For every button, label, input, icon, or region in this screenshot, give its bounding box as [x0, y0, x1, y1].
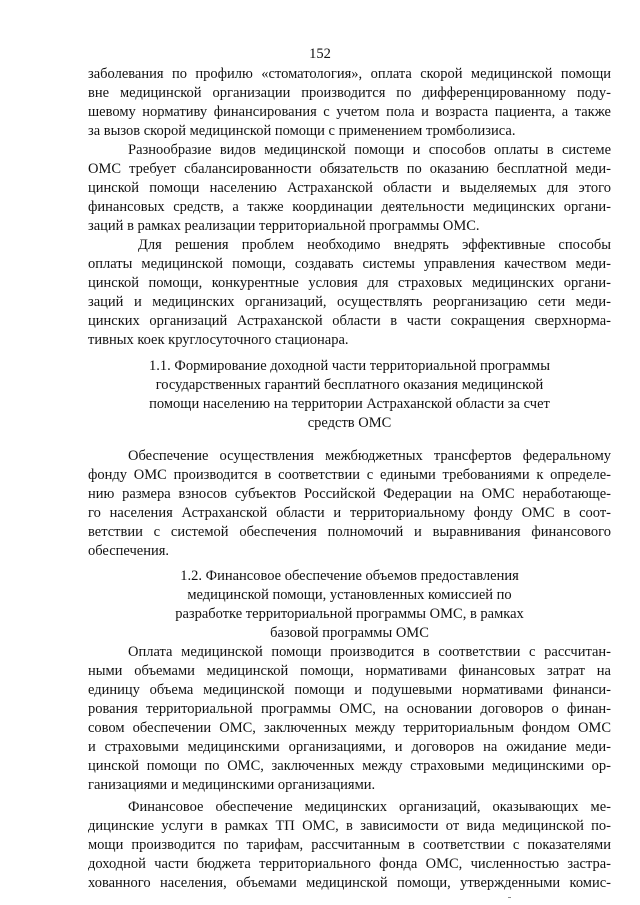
paragraph-line: ветствии с системой обеспечения полномочий и выравнивания финансового [88, 524, 611, 540]
paragraph-line: цинской помощи, конкурентные условия для страховых медицинских органи- [88, 275, 611, 291]
paragraph-line: Для решения проблем необходимо внедрять эффективные способы [138, 237, 611, 253]
paragraph-line: совом обеспечении ОМС, заключенных между территориальным фондом ОМС [88, 720, 611, 736]
paragraph-line: го населения Астраханской области и территориальному фонду ОМС в соот- [88, 505, 611, 521]
scan-speck [508, 897, 511, 898]
heading-line: 1.1. Формирование доходной части территориальной программы [149, 358, 550, 374]
paragraph-line: цинской помощи по ОМС, заключенных между страховыми медицинскими ор- [88, 758, 611, 774]
heading-line: государственных гарантий бесплатного оказания медицинской [155, 377, 544, 393]
paragraph-line: доходной части бюджета территориального фонда ОМС, численностью застра- [88, 856, 611, 872]
paragraph-line: ными объемами медицинской помощи, нормативами финансовых затрат на [88, 663, 611, 679]
paragraph-line: тивных коек круглосуточного стационара. [88, 332, 349, 348]
paragraph-line: дицинские услуги в рамках ТП ОМС, в зависимости от вида медицинской по- [88, 818, 611, 834]
paragraph-line: шевому нормативу финансирования с учетом пола и возраста пациента, а также [88, 104, 611, 120]
paragraph-line: финансовых средств, а также координации деятельности медицинских органи- [88, 199, 611, 215]
paragraph-line: мощи производится по тарифам, рассчитанным в соответствии с показателями [88, 837, 611, 853]
paragraph-line: Обеспечение осуществления межбюджетных трансфертов федеральному [128, 448, 611, 464]
paragraph-line: ОМС требует сбалансированности обязательств по оказанию бесплатной меди- [88, 161, 611, 177]
paragraph-line: заболевания по профилю «стоматология», оплата скорой медицинской помощи [88, 66, 611, 82]
paragraph-line: нию размера взносов субъектов Российской Федерации на ОМС неработающе- [88, 486, 611, 502]
heading-line: помощи населению на территории Астраханской области за счет [149, 396, 550, 412]
paragraph-line: и страховыми медицинскими организациями, и договоров на ожидание меди- [88, 739, 611, 755]
paragraph-line: за вызов скорой медицинской помощи с применением тромболизиса. [88, 123, 516, 139]
paragraph-line: Оплата медицинской помощи производится в соответствии с рассчитан- [128, 644, 611, 660]
paragraph-line: хованного населения, объемами медицинской помощи, утвержденными комис- [88, 875, 611, 891]
paragraph-line: вне медицинской организации производится по дифференцированному поду- [88, 85, 611, 101]
paragraph-line: обеспечения. [88, 543, 170, 559]
heading-line: средств ОМС [307, 415, 392, 431]
heading-line: 1.2. Финансовое обеспечение объемов предоставления [180, 568, 519, 584]
heading-line: базовой программы ОМС [270, 625, 429, 641]
paragraph-line: оплаты медицинской помощи, создавать системы управления качеством меди- [88, 256, 611, 272]
paragraph-line: заций в рамках реализации территориальной программы ОМС. [88, 218, 480, 234]
paragraph-line: цинской помощи населению Астраханской области и выделяемых для этого [88, 180, 611, 196]
heading-line: медицинской помощи, установленных комиссией по [187, 587, 512, 603]
paragraph-line: единицу объема медицинской помощи и подушевыми нормативами финанси- [88, 682, 611, 698]
paragraph-line: рования территориальной программы ОМС, на основании договоров о финан- [88, 701, 611, 717]
paragraph-line: ганизациями и медицинскими организациями. [88, 777, 376, 793]
page-number: 152 [309, 46, 331, 62]
paragraph-line: цинских организаций Астраханской области в части сокращения сверхнорма- [88, 313, 611, 329]
paragraph-line: заций и медицинских организаций, осуществлять реорганизацию сети меди- [88, 294, 611, 310]
paragraph-line: Разнообразие видов медицинской помощи и способов оплаты в системе [128, 142, 611, 158]
heading-line: разработке территориальной программы ОМС, в рамках [175, 606, 524, 622]
paragraph-line: фонду ОМС производится в соответствии с едиными требованиями к определе- [88, 467, 611, 483]
paragraph-line: Финансовое обеспечение медицинских организаций, оказывающих ме- [128, 799, 611, 815]
